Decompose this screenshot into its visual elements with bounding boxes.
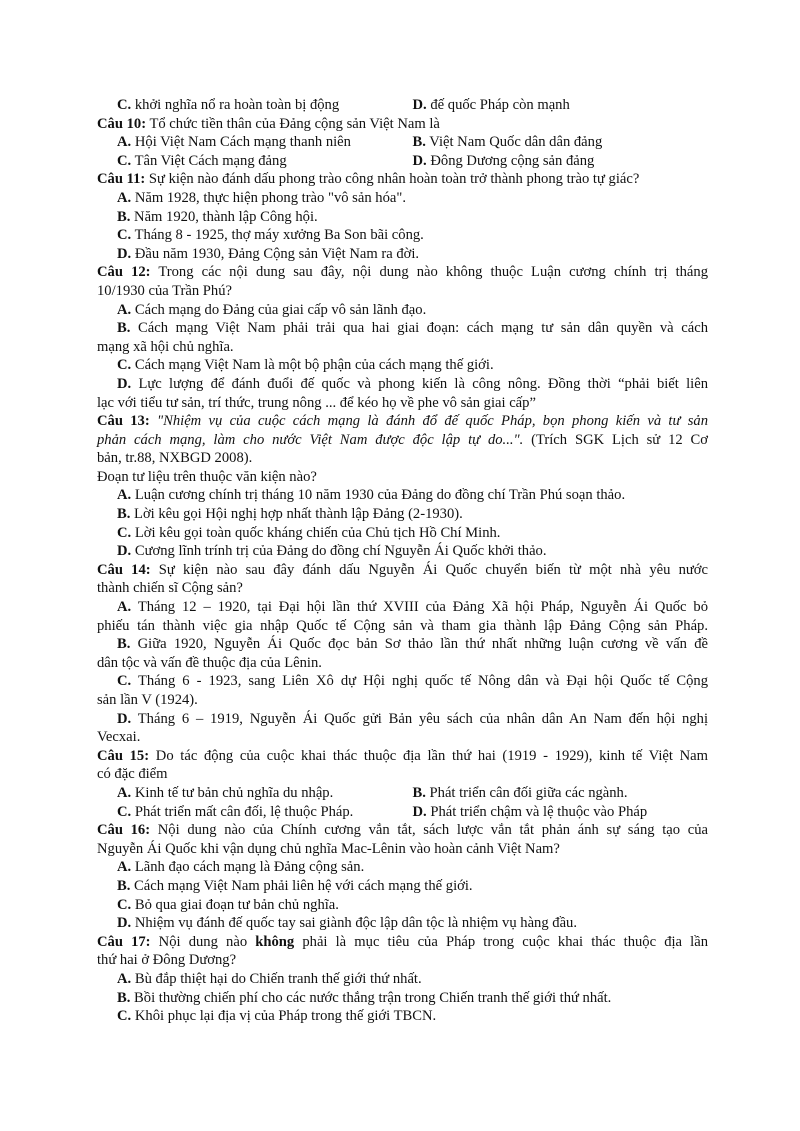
- q11-option-b: B. Năm 1920, thành lập Công hội.: [117, 208, 318, 225]
- q17-option-a: A. Bù đắp thiệt hại do Chiến tranh thế giới thứ nhất.: [117, 970, 422, 987]
- q17-stem: Câu 17: Nội dung nào không phải là mục tiêu của Pháp trong cuộc khai thác thuộc địa lần: [97, 933, 708, 950]
- q13-option-b: B. Lời kêu gọi Hội nghị hợp nhất thành lập Đảng (2-1930).: [117, 506, 463, 523]
- q15-option-d: D. Phát triển chậm và lệ thuộc vào Pháp: [412, 803, 648, 820]
- q14-stem-cont: thành chiến sĩ Cộng sản?: [97, 580, 243, 597]
- q15-stem-cont: có đặc điểm: [97, 766, 168, 783]
- q17-option-c: C. Khôi phục lại địa vị của Pháp trong thế giới TBCN.: [117, 1008, 437, 1025]
- q12-option-c: C. Cách mạng Việt Nam là một bộ phận của cách mạng thế giới.: [117, 357, 494, 374]
- q10-option-c: C. Tân Việt Cách mạng đảng: [117, 152, 287, 169]
- q9-option-d: D. đế quốc Pháp còn mạnh: [412, 97, 570, 113]
- q16-option-a: A. Lãnh đạo cách mạng là Đảng cộng sản.: [117, 859, 365, 876]
- q10-options-cd: [97, 152, 708, 171]
- q15-stem: Câu 15: Do tác động của cuộc khai thác thuộc địa lần thứ hai (1919 - 1929), kinh tế Việt Nam: [97, 747, 708, 764]
- q14-option-a: A. Tháng 12 – 1920, tại Đại hội lần thứ XVIII của Đảng Xã hội Pháp, Nguyễn Ái Quốc bỏ: [117, 599, 708, 616]
- q10-option-d: D. Đông Dương cộng sản đảng: [412, 152, 595, 169]
- q14-option-d-cont: Vecxai.: [97, 729, 141, 746]
- q13-option-c: C. Lời kêu gọi toàn quốc kháng chiến của Chủ tịch Hồ Chí Minh.: [117, 524, 501, 541]
- q13-option-d: D. Cương lĩnh trính trị của Đảng do đồng chí Nguyễn Ái Quốc khởi thảo.: [117, 543, 547, 560]
- q12-option-a: A. Cách mạng do Đảng của giai cấp vô sản lãnh đạo.: [117, 301, 427, 318]
- q13-quote-cont: phản cách mạng, làm cho nước Việt Nam được độc lập tự do...". (Trích SGK Lịch sử 12 Cơ: [97, 431, 708, 448]
- q16-option-d: D. Nhiệm vụ đánh đế quốc tay sai giành độc lập dân tộc là nhiệm vụ hàng đầu.: [117, 915, 578, 932]
- q14-option-b-cont: dân tộc và vấn đề thuộc địa của Lênin.: [97, 654, 322, 671]
- q16-option-c: C. Bỏ qua giai đoạn tư bản chủ nghĩa.: [117, 896, 339, 913]
- q12-option-b: B. Cách mạng Việt Nam phải trải qua hai giai đoạn: cách mạng tư sản dân quyền và cách: [117, 320, 708, 337]
- q13-quote: Câu 13: "Nhiệm vụ của cuộc cách mạng là đánh đổ đế quốc Pháp, bọn phong kiến và tư sản: [97, 413, 708, 430]
- q17-option-b: B. Bồi thường chiến phí cho các nước thắng trận trong Chiến tranh thế giới thứ nhất.: [117, 989, 612, 1006]
- q11-stem: Câu 11: Sự kiện nào đánh dấu phong trào công nhân hoàn toàn trở thành phong trào tự giác?: [97, 171, 640, 188]
- q14-stem: Câu 14: Sự kiện nào sau đây đánh dấu Nguyễn Ái Quốc chuyển biến từ một nhà yêu nước: [97, 561, 708, 578]
- q14-option-b: B. Giữa 1920, Nguyễn Ái Quốc đọc bản Sơ thảo lần thứ nhất những luận cương về vấn đề: [117, 636, 708, 653]
- q17-stem-cont: thứ hai ở Đông Dương?: [97, 952, 237, 969]
- q13-option-a: A. Luận cương chính trị tháng 10 năm 1930 của Đảng do đồng chí Trần Phú soạn thảo.: [117, 487, 626, 504]
- q15-option-b: B. Phát triển cân đối giữa các ngành.: [412, 784, 628, 801]
- q9-option-c: C. khởi nghĩa nổ ra hoàn toàn bị động: [117, 97, 340, 113]
- q12-stem: Câu 12: Trong các nội dung sau đây, nội dung nào không thuộc Luận cương chính trị tháng: [97, 264, 708, 281]
- q14-option-d: D. Tháng 6 – 1919, Nguyễn Ái Quốc gửi Bản yêu sách của nhân dân An Nam đến hội nghị: [117, 710, 708, 727]
- q15-option-c: C. Phát triển mất cân đối, lệ thuộc Pháp.: [117, 803, 354, 820]
- q11-option-d: D. Đầu năm 1930, Đảng Cộng sản Việt Nam ra đời.: [117, 245, 420, 262]
- q12-stem-cont: 10/1930 của Trần Phú?: [97, 282, 232, 299]
- q12-option-b-cont: mạng xã hội chủ nghĩa.: [97, 338, 234, 355]
- q15-options-ab: [97, 784, 708, 803]
- q12-option-d: D. Lực lượng để đánh đuổi đế quốc và phong kiến là công nông. Đồng thời “phải biết liên: [117, 375, 708, 392]
- q12-option-d-cont: lạc với tiểu tư sản, trí thức, trung nông ... để kéo họ về phe vô sản giai cấp”: [97, 394, 536, 411]
- q10-option-b: B. Việt Nam Quốc dân dân đảng: [412, 134, 603, 151]
- q14-option-c: C. Tháng 6 - 1923, sang Liên Xô dự Hội nghị quốc tế Nông dân và Đại hội Quốc tế Cộng: [117, 673, 708, 690]
- q11-option-c: C. Tháng 8 - 1925, thợ máy xưởng Ba Son bãi công.: [117, 227, 424, 244]
- q10-options-ab: [97, 133, 708, 152]
- q15-option-a: A. Kinh tế tư bản chủ nghĩa du nhập.: [117, 784, 334, 801]
- q13-source: bản, tr.88, NXBGD 2008).: [97, 450, 253, 467]
- q16-stem-cont: Nguyễn Ái Quốc khi vận dụng chủ nghĩa Mac-Lênin vào hoàn cảnh Việt Nam?: [97, 840, 560, 857]
- q14-option-c-cont: sản lần V (1924).: [97, 692, 198, 708]
- q11-option-a: A. Năm 1928, thực hiện phong trào "vô sản hóa".: [117, 189, 406, 206]
- q16-stem: Câu 16: Nội dung nào của Chính cương vắn tắt, sách lược vắn tắt phản ánh sự sáng tạo của: [97, 822, 708, 839]
- q10-option-a: A. Hội Việt Nam Cách mạng thanh niên: [117, 134, 351, 151]
- q10-stem: Câu 10: Tổ chức tiền thân của Đảng cộng sản Việt Nam là: [97, 115, 440, 132]
- q16-option-b: B. Cách mạng Việt Nam phải liên hệ với cách mạng thế giới.: [117, 877, 473, 894]
- q13-question: Đoạn tư liệu trên thuộc văn kiện nào?: [97, 468, 317, 485]
- q15-options-cd: [97, 803, 708, 822]
- q9-options-cd: [97, 96, 708, 115]
- exam-page: [97, 96, 708, 1026]
- q14-option-a-cont: phiếu tán thành việc gia nhập Quốc tế Cộng sản và tham gia thành lập Đảng Cộng sản Pháp.: [97, 617, 708, 634]
